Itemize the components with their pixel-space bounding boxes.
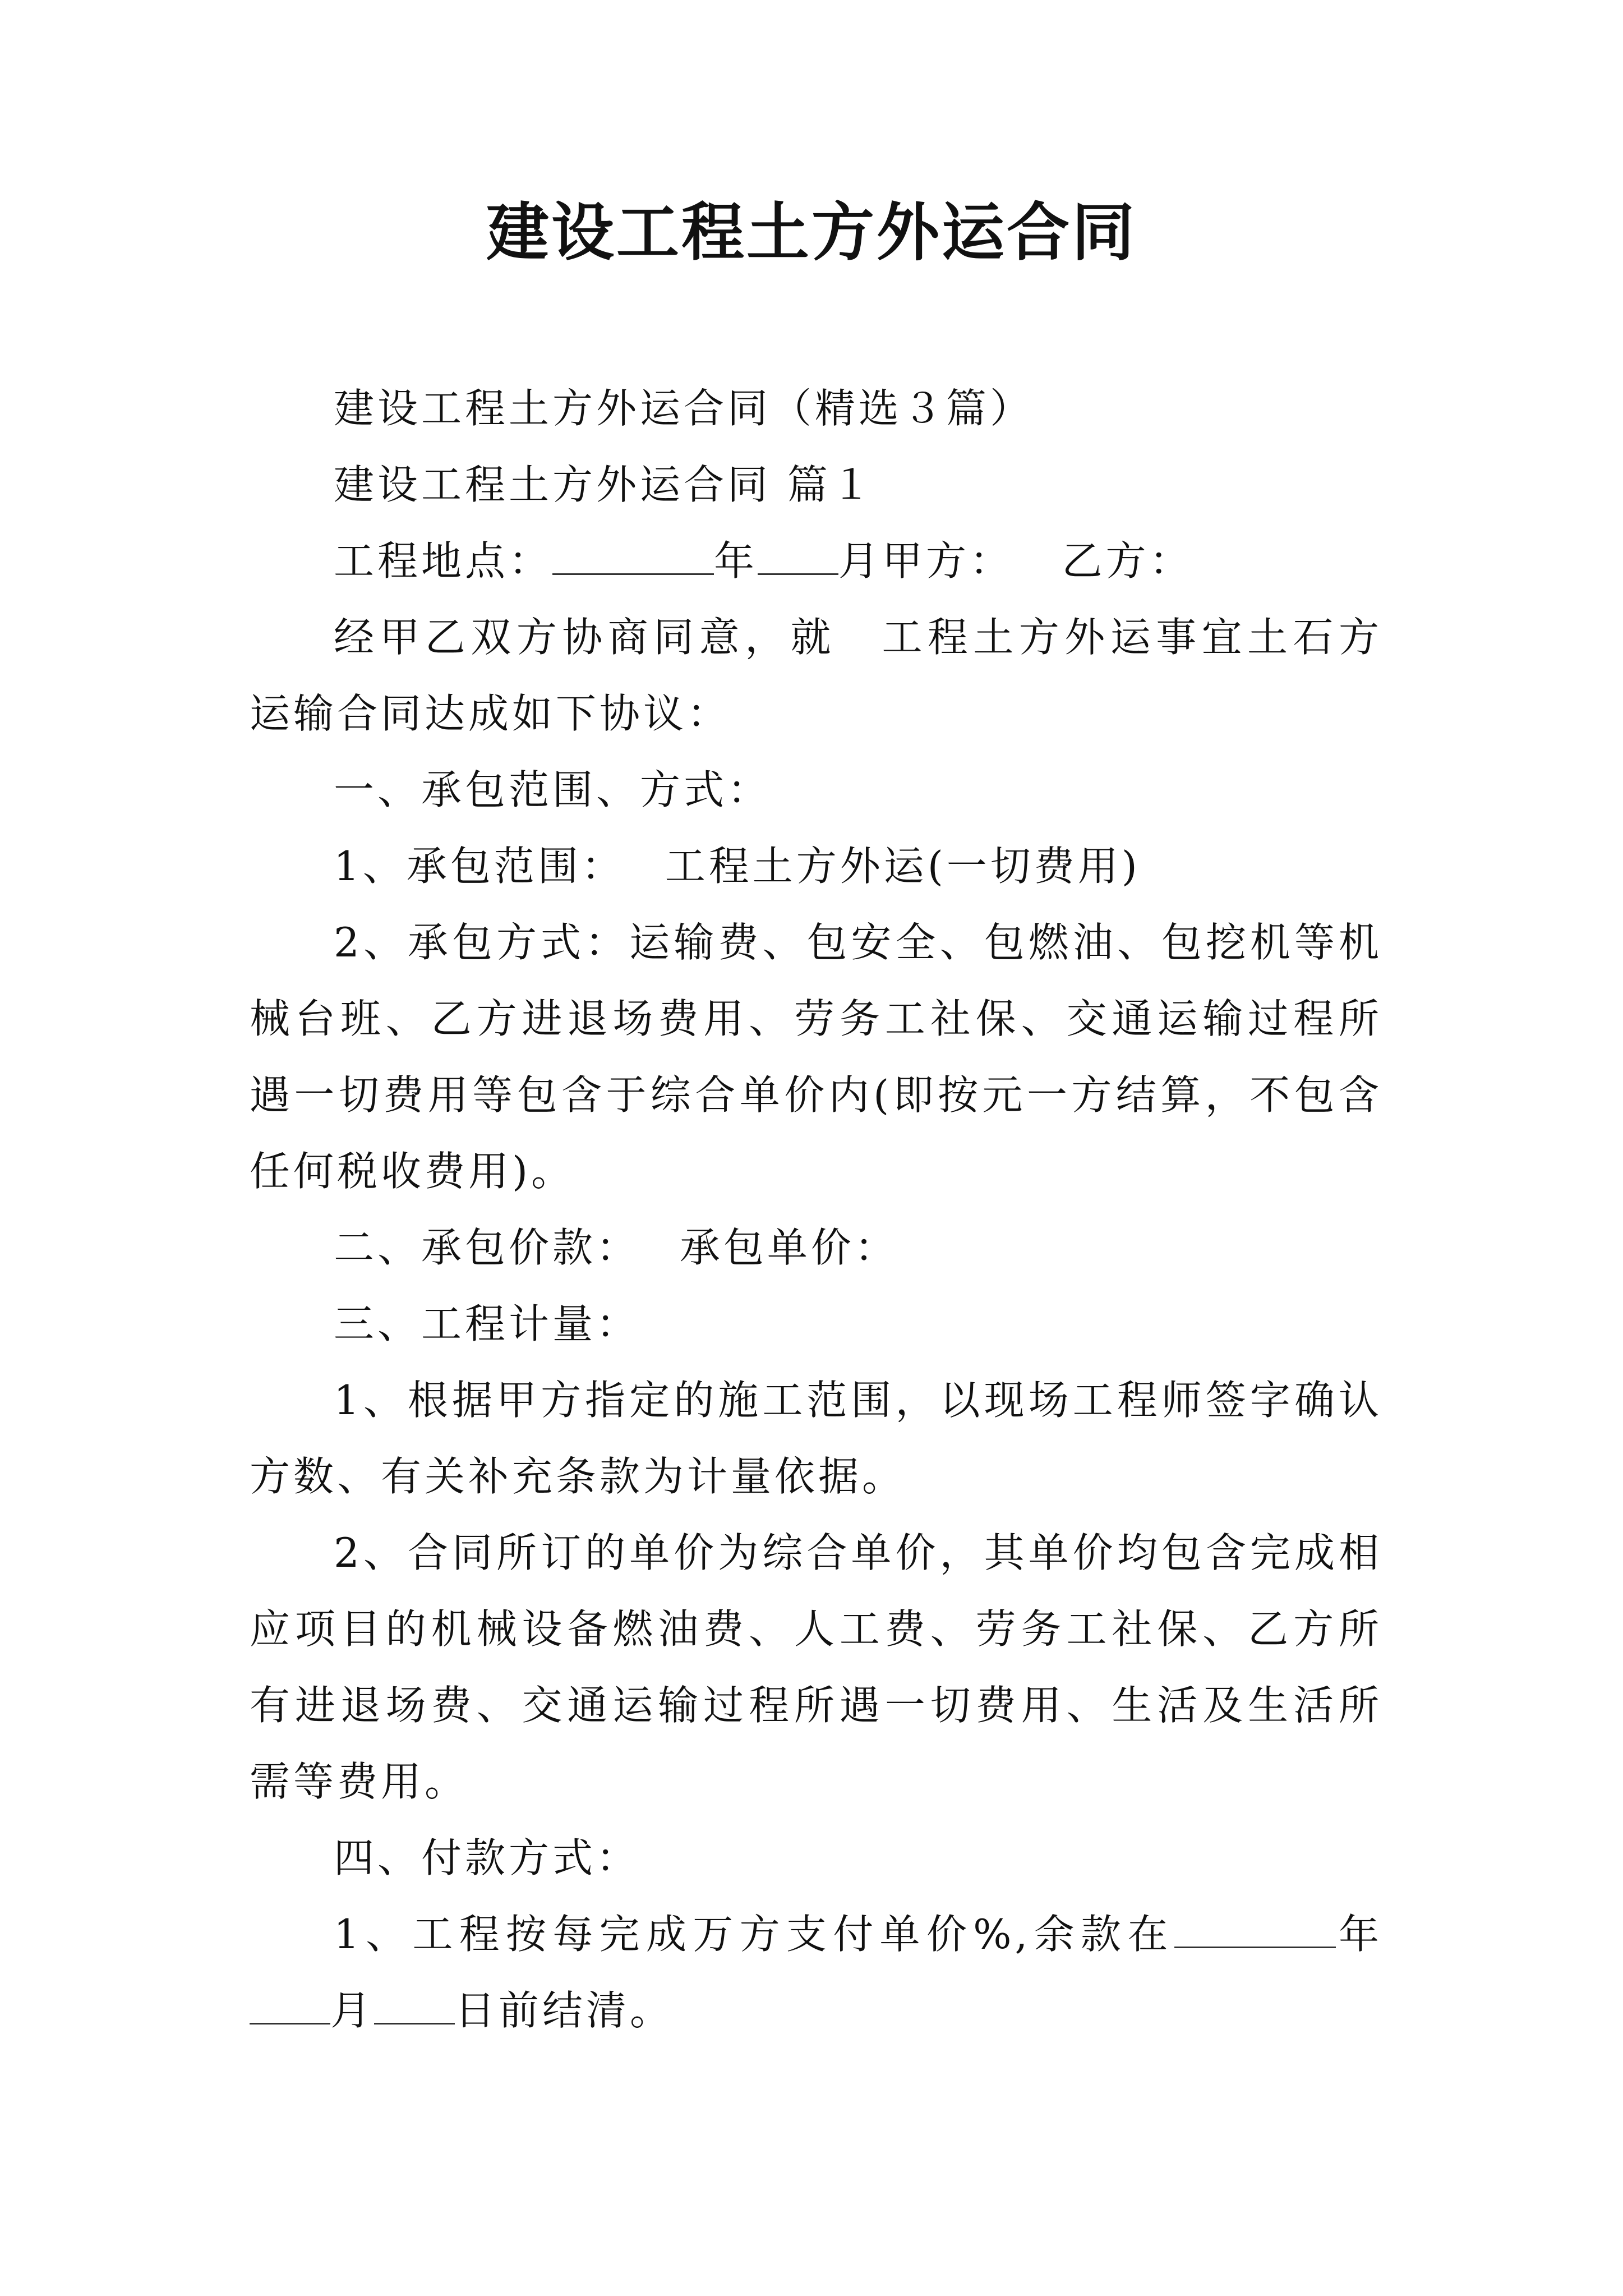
paragraph-clause-4-1 xyxy=(250,1896,1382,2049)
paragraph-clause-4-heading: 四、付款方式： xyxy=(334,1834,640,1881)
blank-line xyxy=(250,1986,330,2024)
paragraph-clause-2-heading: 二、承包价款： 承包单价： xyxy=(334,1224,898,1271)
paragraph-section-heading: 建设工程土方外运合同 篇１ xyxy=(334,461,875,508)
paragraph-clause-1-1: 1、承包范围： 工程土方外运(一切费用) xyxy=(334,843,1141,890)
location-label: 工程地点： xyxy=(334,537,553,585)
day-label: 日前结清。 xyxy=(455,1987,674,2034)
month-label: 月 xyxy=(330,1987,375,2034)
paragraph-agreement-intro: 经甲乙双方协商同意，就 工程土方外运事宜土石方运输合同达成如下协议： xyxy=(250,614,1382,737)
blank-line xyxy=(758,537,838,575)
party-b-label: 乙方： xyxy=(1062,537,1193,585)
paragraph-subtitle: 建设工程土方外运合同（精选３篇） xyxy=(334,385,1034,432)
document-body xyxy=(250,370,1382,2049)
blank-line xyxy=(552,537,714,575)
blank-line xyxy=(1174,1910,1336,1948)
paragraph-clause-1-2: 2、承包方式：运输费、包安全、包燃油、包挖机等机械台班、乙方进退场费用、劳务工社保、交通运输过程所遇一切费用等包含于综合单价内(即按元一方结算，不包含任何税收费用)。 xyxy=(250,919,1382,1195)
payment-text: 1、工程按每完成万方支付单价%,余款在 xyxy=(334,1911,1174,1958)
paragraph-clause-3-1: 1、根据甲方指定的施工范围，以现场工程师签字确认方数、有关补充条款为计量依据。 xyxy=(250,1377,1382,1500)
paragraph-project-location xyxy=(250,523,1382,599)
blank-line xyxy=(374,1986,455,2024)
paragraph-clause-3-2: 2、合同所订的单价为综合单价，其单价均包含完成相应项目的机械设备燃油费、人工费、劳务工社保、乙方所有进退场费、交通运输过程所遇一切费用、生活及生活所需等费用。 xyxy=(250,1529,1382,1805)
paragraph-clause-1-heading: 一、承包范围、方式： xyxy=(334,766,772,813)
year-label: 年 xyxy=(714,537,758,585)
year-label: 年 xyxy=(1335,1911,1382,1958)
party-a-label: 月甲方： xyxy=(838,537,1014,585)
paragraph-clause-3-heading: 三、工程计量： xyxy=(334,1300,640,1347)
document-title: 建设工程土方外运合同 xyxy=(486,196,1137,269)
